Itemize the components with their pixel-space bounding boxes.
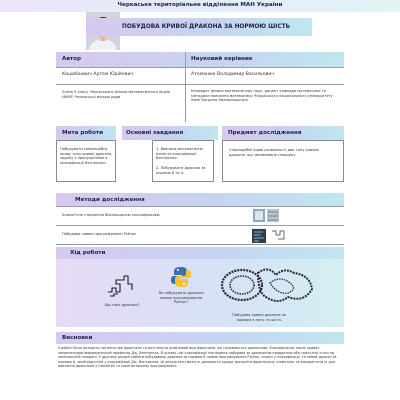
progress-label: Хід роботи: [70, 250, 106, 256]
author-description: Учень 9 класу Черкаського фізико-математичного ліцею (ФМЛ) Черкаської міської ради: [62, 90, 170, 99]
dragon-curve-sketch-icon: [270, 228, 288, 243]
author-name: Коцюбахвич Артем Юрійович: [62, 72, 134, 77]
dragon-curve-image: [104, 270, 138, 300]
methods-rule-bottom: [56, 244, 344, 245]
progress-caption: Побудова кривої дракона за нормою в пять та шість: [232, 313, 286, 322]
task-item: 1. Вивчити математичне поняття класифікації Вентрелли.: [156, 147, 203, 161]
supervisor-name: Атаманюк Володимир Васильович: [191, 72, 275, 77]
methods-rule-top: [56, 206, 344, 207]
conclusions-text: У роботі було розкрито питання про фрактали та розглянуто особливий вид фракталів, які називаються драконами. Класифікацію таких кривих запропонував американський професор Дж. Вентрелла. В основу цієї класифікації покладена побудова за допомогою квадратної або трикутної сітки на комплексній площині. У другому розділі роботи побудовано дракона за нормою 6 новою програмування Python, кожен у класифікації, та новий дракон за нормою 6, який відсутній у класифікації Дж. Вентрелли. Ці результати можуть допомогти краще зрозуміти фрактальну геометрію та використати їх для вивчення фракталів у геометрії та комп'ютерному програмуванні.: [58, 346, 337, 369]
subject-text: Самоподібні криві розмірності два типу кривих дракона, що заповнюють площину.: [229, 148, 319, 157]
methods-rule-mid: [56, 225, 344, 226]
method-item: Побудова новою програмуванні Python: [62, 232, 137, 236]
conclusions-label: Висновки: [62, 335, 93, 341]
goal-label: Мета роботи: [62, 130, 104, 136]
org-name: Черкаське територіальне відділення МАН України: [117, 2, 283, 8]
python-code-thumbnail: [252, 228, 266, 242]
goal-text: Побудувати самоподібну криву типу кривої дракона, задану з припущенням в класифікації Вентрелли: [60, 147, 113, 165]
author-rule-top: [56, 67, 344, 68]
conclusions-header-band: [56, 332, 344, 344]
subject-box: [222, 140, 344, 182]
tasks-label: Основні завдання: [126, 130, 184, 136]
progress-caption: Як побудувати дракона новою програмування Python?: [158, 291, 204, 305]
author-divider: [185, 52, 186, 122]
project-title: ПОБУДОВА КРИВОЇ ДРАКОНА ЗА НОРМОЮ ШІСТЬ: [122, 24, 291, 30]
progress-caption: Що таке дракони?: [104, 303, 140, 307]
author-rule-mid: [56, 84, 344, 85]
method-item: Аналогічне створення біоплощиною класифікацією: [62, 213, 160, 217]
python-logo-icon: [171, 266, 191, 288]
author-label: Автор: [62, 56, 81, 62]
dragon-fractal-image: [214, 263, 318, 309]
task-item: 2. Побудувати дракона за нормою 6 та 4.: [156, 166, 206, 175]
supervisor-description: Кандидат фізико-математичних наук, доцент кафедри математики та методики навчання математики Черкаського національного університету імені Богдана Хмельницького: [191, 89, 333, 103]
subject-label: Предмет дослідження: [228, 130, 302, 136]
fractal-thumbnail: [252, 208, 292, 223]
methods-label: Методи дослідження: [75, 197, 145, 203]
supervisor-label: Науковий керівник: [191, 56, 253, 62]
